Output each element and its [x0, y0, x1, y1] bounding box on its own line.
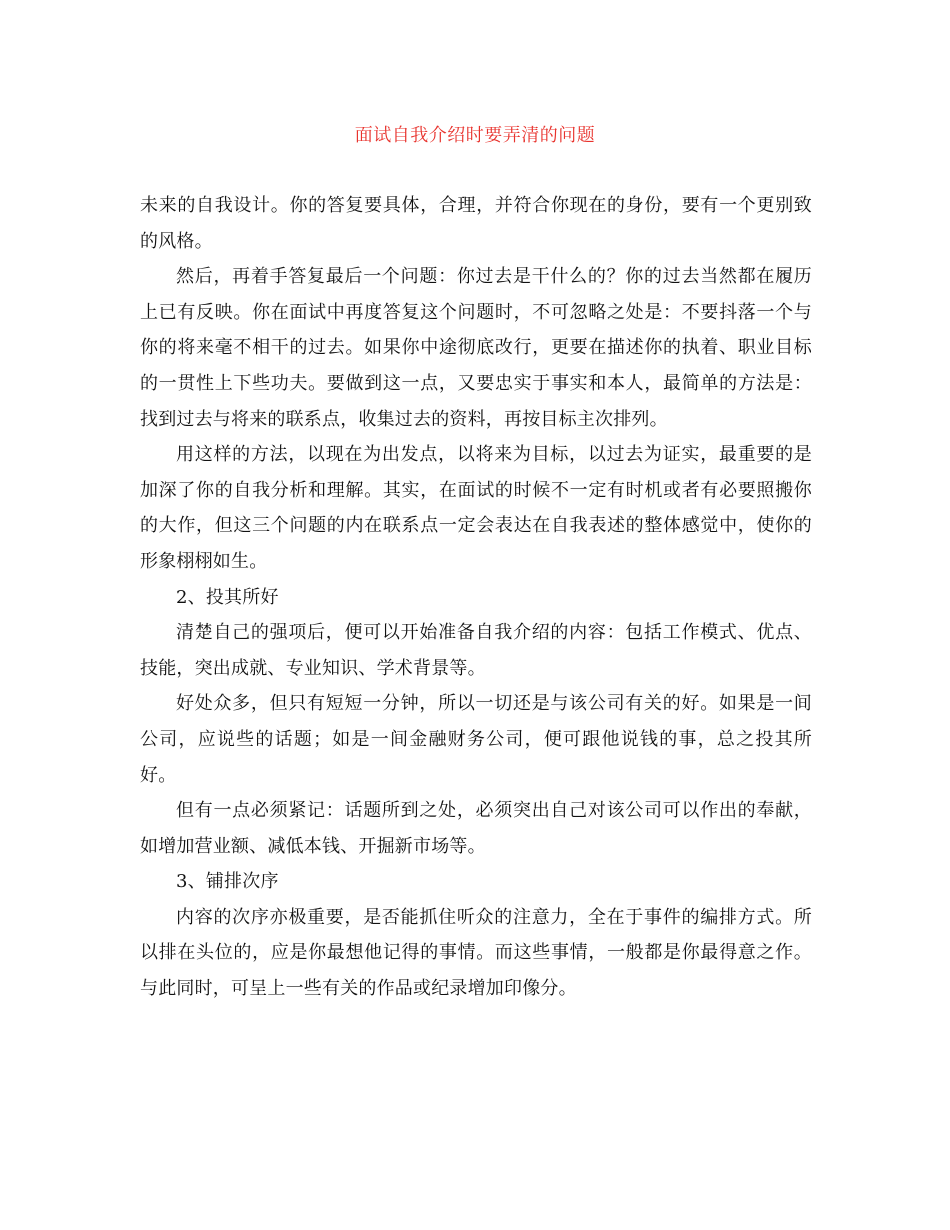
- paragraph-strengths: 清楚自己的强项后，便可以开始准备自我介绍的内容：包括工作模式、优点、技能，突出成就、专业知识、学术背景等。: [140, 622, 812, 679]
- paragraph-future-self-design: 未来的自我设计。你的答复要具体，合理，并符合你现在的身份，要有一个更别致的风格。: [140, 195, 812, 252]
- paragraph-order: 内容的次序亦极重要，是否能抓住听众的注意力，全在于事件的编排方式。所以排在头位的，应是你最想他记得的事情。而这些事情，一般都是你最得意之作。与此同时，可呈上一些有关的作品或纪录增加印像分。: [140, 906, 812, 1000]
- section-heading-3: 3、铺排次序: [176, 871, 279, 893]
- paragraph-company-relevance: 好处众多，但只有短短一分钟，所以一切还是与该公司有关的好。如果是一间公司，应说些的话题；如是一间金融财务公司，便可跟他说钱的事，总之投其所好。: [140, 693, 812, 786]
- document-title: 面试自我介绍时要弄清的问题: [354, 125, 596, 146]
- paragraph-method-summary: 用这样的方法，以现在为出发点，以将来为目标，以过去为证实，最重要的是加深了你的自我分析和理解。其实，在面试的时候不一定有时机或者有必要照搬你的大作，但这三个问题的内在联系点一定会表达在自我表述的整体感觉中，使你的形象栩栩如生。: [140, 444, 812, 572]
- section-heading-2: 2、投其所好: [176, 586, 279, 608]
- document-body: [140, 188, 812, 1007]
- paragraph-contribution: 但有一点必须紧记：话题所到之处，必须突出自己对该公司可以作出的奉献，如增加营业额、减低本钱、开掘新市场等。: [140, 800, 812, 857]
- paragraph-past-question: 然后，再着手答复最后一个问题：你过去是干什么的？你的过去当然都在履历上已有反映。你在面试中再度答复这个问题时，不可忽略之处是：不要抖落一个与你的将来毫不相干的过去。如果你中途彻底改行，更要在描述你的执着、职业目标的一贯性上下些功夫。要做到这一点，又要忠实于事实和本人，最简单的方法是：找到过去与将来的联系点，收集过去的资料，再按目标主次排列。: [140, 266, 812, 430]
